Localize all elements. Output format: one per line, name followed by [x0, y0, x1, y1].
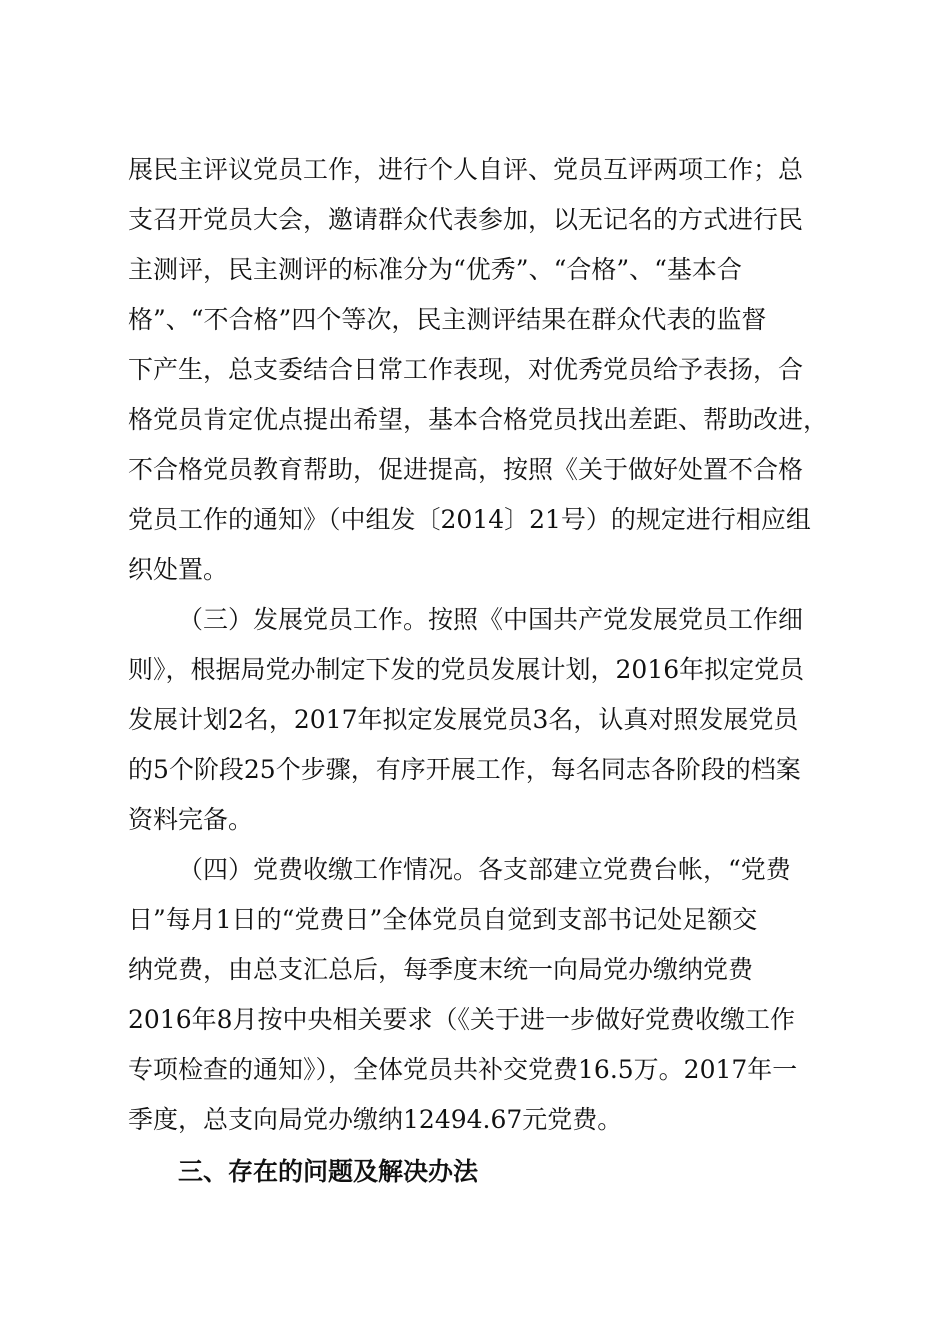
text-line: 下产生，总支委结合日常工作表现，对优秀党员给予表扬，合 — [128, 355, 804, 384]
text-line: 展民主评议党员工作，进行个人自评、党员互评两项工作；总 — [128, 155, 804, 184]
text-line: 专项检查的通知》），全体党员共补交党费16.5万。2017年一 — [128, 1055, 798, 1084]
text-line: 纳党费，由总支汇总后，每季度末统一向局党办缴纳党费 — [128, 955, 754, 984]
text-line: 日”每月1日的“党费日”全体党员自觉到支部书记处足额交 — [128, 905, 758, 934]
text-line: 则》，根据局党办制定下发的党员发展计划，2016年拟定党员 — [128, 655, 805, 684]
text-line: 主测评，民主测评的标准分为“优秀”、“合格”、“基本合 — [128, 255, 742, 284]
text-line: 党员工作的通知》（中组发〔2014〕21号）的规定进行相应组 — [128, 505, 811, 534]
text-line: 发展计划2名，2017年拟定发展党员3名，认真对照发展党员 — [128, 705, 799, 734]
paragraph-start-line: （三）发展党员工作。按照《中国共产党发展党员工作细 — [178, 605, 804, 634]
text-line: 格”、“不合格”四个等次，民主测评结果在群众代表的监督 — [128, 305, 767, 334]
text-line: 支召开党员大会，邀请群众代表参加，以无记名的方式进行民 — [128, 205, 804, 234]
paragraph-start-line: （四）党费收缴工作情况。各支部建立党费台帐，“党费 — [178, 855, 791, 884]
section-heading: 三、存在的问题及解决办法 — [178, 1157, 479, 1186]
text-line: 2016年8月按中央相关要求（《关于进一步做好党费收缴工作 — [128, 1005, 796, 1034]
text-line: 资料完备。 — [128, 805, 254, 834]
text-line: 的5个阶段25个步骤，有序开展工作，每名同志各阶段的档案 — [128, 755, 801, 784]
text-line: 格党员肯定优点提出希望，基本合格党员找出差距、帮助改进， — [128, 405, 829, 434]
text-line: 织处置。 — [128, 555, 229, 584]
text-line: 不合格党员教育帮助，促进提高，按照《关于做好处置不合格 — [128, 455, 804, 484]
text-line: 季度，总支向局党办缴纳12494.67元党费。 — [128, 1105, 623, 1134]
